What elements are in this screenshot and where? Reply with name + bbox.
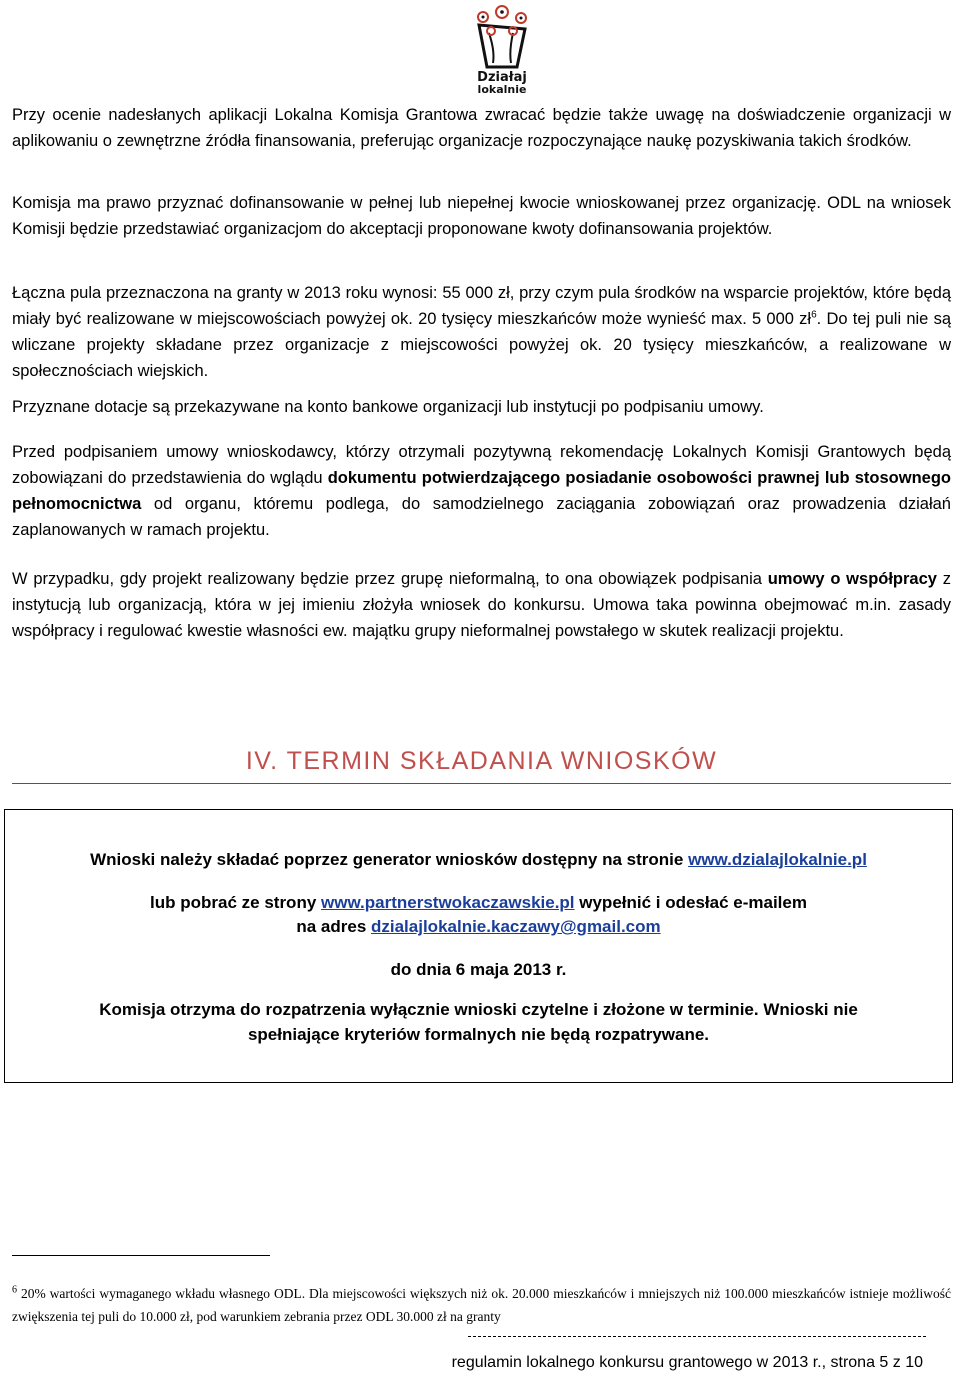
paragraph-before-signing: Przed podpisaniem umowy wnioskodawcy, którzy otrzymali pozytywną rekomendację Lokalnych Komisji Grantowych będą zobowiązani do przedstawienia do wglądu dokumentu potwierdzającego posiadanie osobowości prawnej lub stosownego pełnomocnictwa od organu, któremu podlega, do samodzielnego zaciągania zobowiązań oraz prowadzenia działań zaplanowanych w ramach projektu. — [12, 443, 951, 539]
svg-text:Działaj: Działaj — [477, 70, 527, 85]
box-line-commission-1: Komisja otrzyma do rozpatrzenia wyłącznie wnioski czytelne i złożone w terminie. Wnioski nie — [99, 1000, 858, 1019]
footnote-divider — [12, 1255, 270, 1256]
application-deadline-box — [4, 809, 953, 1083]
box-line-deadline: do dnia 6 maja 2013 r. — [390, 960, 567, 979]
paragraph-grant-pool: Łączna pula przeznaczona na granty w 2013 roku wynosi: 55 000 zł, przy czym pula środków na wsparcie projektów, które będą miały być realizowane w miejscowościach powyżej ok. 20 tysięcy mieszkańców może wynieść max. 5 000 zł$^6$. Do tej puli nie są wliczane projekty składane przez organizacje z miejscowości powyżej ok. 20 tysięcy mieszkańców, a realizowane w społecznościach wiejskich. — [12, 284, 951, 380]
box-line-commission-2: spełniające kryteriów formalnych nie będą rozpatrywane. — [247, 1025, 710, 1044]
paragraph-evaluation: Przy ocenie nadesłanych aplikacji Lokalna Komisja Grantowa zwracać będzie także uwagę na doświadczenie organizacji w aplikowaniu o zewnętrzne źródła finansowania, preferując organizacje rozpoczynające naukę pozyskiwania takich środków. — [12, 106, 951, 150]
paragraph-informal-group: W przypadku, gdy projekt realizowany będzie przez grupę nieformalną, to ona obowiązek podpisania umowy o współpracy z instytucją lub organizacją, która w jej imieniu złożyła wniosek do konkursu. Umowa taka powinna obejmować m.in. zasady współpracy i regulować kwestie własności ew. majątku grupy nieformalnej powstałego w skutek realizacji projektu. — [12, 570, 951, 640]
paragraph-grants-transfer: Przyznane dotacje są przekazywane na konto bankowe organizacji lub instytucji po podpisaniu umowy. — [12, 398, 764, 416]
paragraph-commission-rights: Komisja ma prawo przyznać dofinansowanie w pełnej lub niepełnej kwocie wnioskowanej przez organizację. ODL na wniosek Komisji będzie przedstawiać organizacjom do akceptacji proponowane kwoty dofinansowania projektów. — [12, 194, 951, 238]
footnote-number: 6 — [12, 1284, 17, 1296]
svg-text:lokalnie: lokalnie — [477, 83, 527, 95]
link-email[interactable]: dzialajlokalnie.kaczawy@gmail.com — [371, 917, 661, 936]
box-line-generator: Wnioski należy składać poprzez generator wniosków dostępny na stronie www.dzialajlokalnie.pl — [90, 850, 867, 869]
link-dzialajlokalnie[interactable]: www.dzialajlokalnie.pl — [688, 850, 867, 869]
box-line-email: na adres dzialajlokalnie.kaczawy@gmail.com — [296, 917, 661, 936]
footnote: $^6$ 20% wartości wymaganego wkładu własnego ODL. Dla miejscowości większych niż ok. 20.000 mieszkańców i mniejszych niż 100.000 mieszkańców istnieje możliwość zwiększenia tej puli do 10.000 zł, pod warunkiem zebrania przez ODL 30.000 zł na granty — [12, 1284, 951, 1324]
footer-divider — [468, 1336, 926, 1337]
dzialaj-lokalnie-logo — [469, 3, 535, 95]
heading-divider — [12, 783, 951, 784]
section-heading: IV. TERMIN SKŁADANIA WNIOSKÓW — [245, 747, 718, 775]
page-footer: regulamin lokalnego konkursu grantowego w 2013 r., strona 5 z 10 — [451, 1354, 923, 1371]
logo-graphic — [469, 3, 535, 95]
box-line-download: lub pobrać ze strony www.partnerstwokaczawskie.pl wypełnić i odesłać e-mailem — [150, 893, 807, 912]
link-partnerstwokaczawskie[interactable]: www.partnerstwokaczawskie.pl — [321, 893, 575, 912]
footnote-ref[interactable]: 6 — [811, 309, 817, 321]
